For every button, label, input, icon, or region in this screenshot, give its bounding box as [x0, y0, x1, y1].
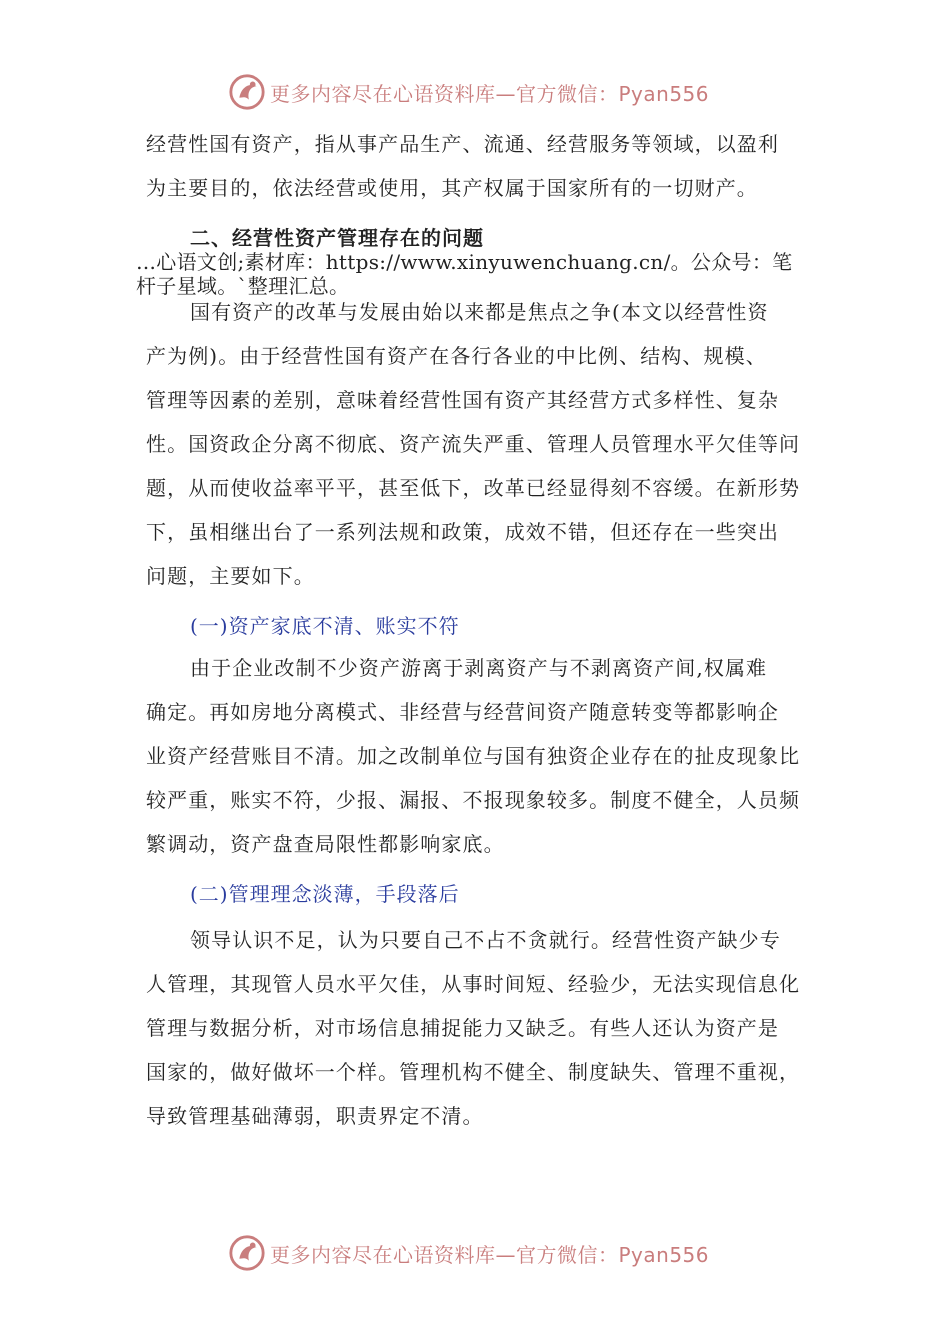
para1-line-1: 国有资产的改革与发展由始以来都是焦点之争(本文以经营性资	[190, 300, 769, 324]
para2-line-3: 业资产经营账目不清。加之改制单位与国有独资企业存在的扯皮现象比	[146, 744, 801, 768]
para3-line-1: 领导认识不足，认为只要自己不占不贪就行。经营性资产缺少专	[190, 928, 781, 952]
logo-icon	[228, 73, 266, 111]
intro-line-1: 经营性国有资产，指从事产品生产、流通、经营服务等领域，以盈利	[146, 132, 779, 156]
banner-text: 更多内容尽在心语资料库—官方微信：Pyan556	[270, 1242, 710, 1267]
logo-icon	[228, 1234, 266, 1272]
para2-line-2: 确定。再如房地分离模式、非经营与经营间资产随意转变等都影响企	[146, 700, 779, 724]
para2-line-1: 由于企业改制不少资产游离于剥离资产与不剥离资产间,权属难	[190, 656, 768, 680]
para1-line-6: 下，虽相继出台了一系列法规和政策，成效不错，但还存在一些突出	[146, 520, 779, 544]
section-title: 二、经营性资产管理存在的问题	[190, 226, 484, 250]
para2-line-4: 较严重，账实不符，少报、漏报、不报现象较多。制度不健全，人员频	[146, 788, 801, 812]
para3-line-5: 导致管理基础薄弱，职责界定不清。	[146, 1104, 484, 1128]
header-banner	[228, 72, 728, 112]
source-note-line-1: …心语文创;素材库：https://www.xinyuwenchuang.cn/。公众号：笔	[136, 250, 793, 274]
para1-line-5: 题，从而使收益率平平，甚至低下，改革已经显得刻不容缓。在新形势	[146, 476, 801, 500]
para3-line-3: 管理与数据分析，对市场信息捕捉能力又缺乏。有些人还认为资产是	[146, 1016, 779, 1040]
para1-line-4: 性。国资政企分离不彻底、资产流失严重、管理人员管理水平欠佳等问	[146, 432, 801, 456]
source-note-line-2: 杆子星域。`整理汇总。	[136, 274, 350, 298]
para1-line-3: 管理等因素的差别，意味着经营性国有资产其经营方式多样性、复杂	[146, 388, 779, 412]
intro-line-2: 为主要目的，依法经营或使用，其产权属于国家所有的一切财产。	[146, 176, 758, 200]
subheading-2: (二)管理理念淡薄，手段落后	[190, 882, 460, 906]
banner-text: 更多内容尽在心语资料库—官方微信：Pyan556	[270, 81, 710, 106]
para1-line-7: 问题，主要如下。	[146, 564, 315, 588]
para3-line-4: 国家的，做好做坏一个样。管理机构不健全、制度缺失、管理不重视，	[146, 1060, 801, 1084]
para3-line-2: 人管理，其现管人员水平欠佳，从事时间短、经验少，无法实现信息化	[146, 972, 801, 996]
subheading-1: (一)资产家底不清、账实不符	[190, 614, 460, 638]
footer-banner	[228, 1233, 728, 1273]
para2-line-5: 繁调动，资产盘查局限性都影响家底。	[146, 832, 505, 856]
para1-line-2: 产为例)。由于经营性国有资产在各行各业的中比例、结构、规模、	[146, 344, 767, 368]
